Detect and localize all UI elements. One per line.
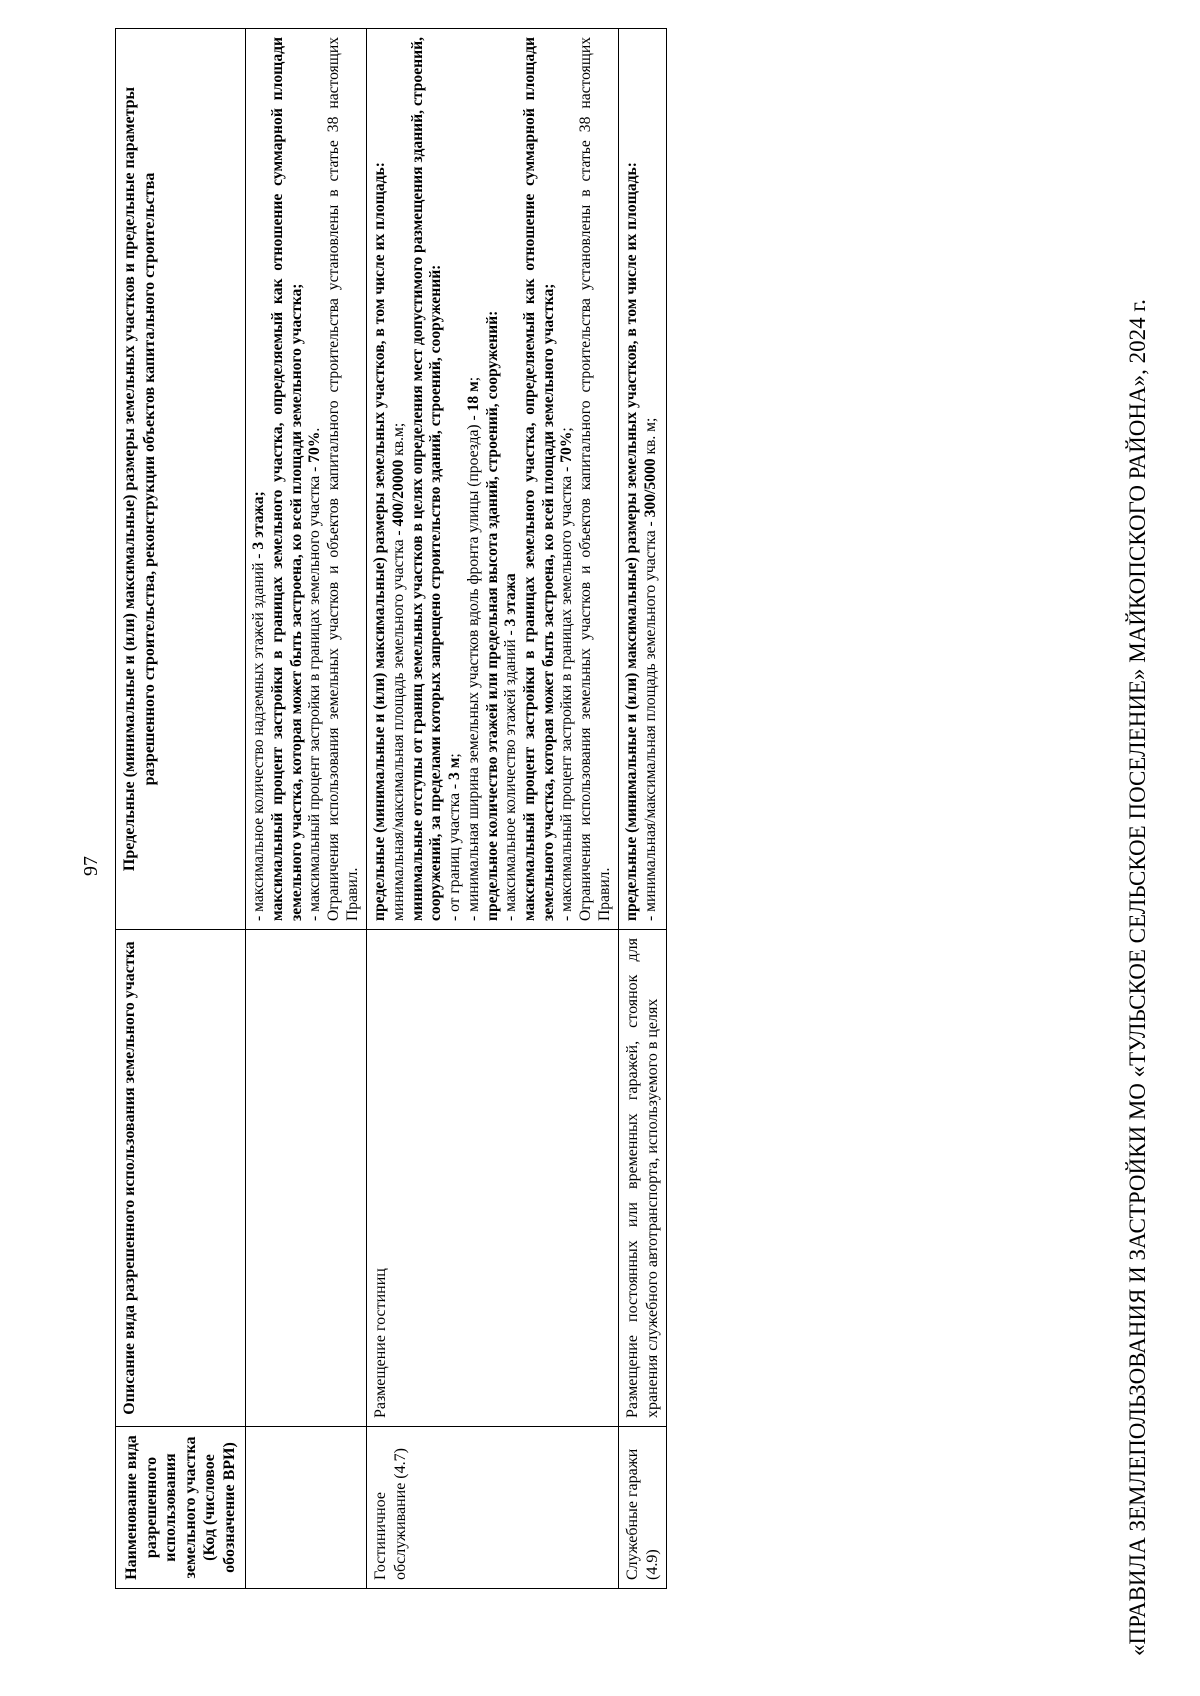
cell-vri-name: Гостиничное обслуживание (4.7) bbox=[367, 1427, 619, 1589]
parameter-text: кв. м; bbox=[642, 417, 660, 459]
parameter-line bbox=[623, 37, 642, 921]
parameter-text: - максимальный процент застройки в границах земельного участка - bbox=[558, 462, 576, 921]
header-description: Описание вида разрешенного использования земельного участка bbox=[116, 930, 246, 1427]
parameter-line bbox=[325, 37, 362, 921]
parameter-text: - минимальная ширина земельных участков вдоль фронта улицы (проезда) - bbox=[464, 411, 482, 921]
page-number: 97 bbox=[80, 856, 102, 876]
table-header-row bbox=[116, 29, 246, 1589]
table-row bbox=[619, 29, 666, 1589]
parameter-text: - максимальный процент застройки в границах земельного участка - bbox=[306, 462, 324, 921]
header-params: Предельные (минимальные и (или) максимальные) размеры земельных участков и предельные параметры разрешенного строительства, реконструкции объектов капитального строительства bbox=[116, 29, 246, 930]
header-name: Наименование вида разрешенного использования земельного участка (Код (числовое обозначение ВРИ) bbox=[116, 1427, 246, 1589]
parameter-text: кв.м; bbox=[390, 422, 408, 460]
parameter-line bbox=[390, 37, 409, 921]
parameter-text: - максимальное количество надземных этажей зданий - bbox=[250, 549, 268, 921]
parameter-line bbox=[371, 37, 390, 921]
parameter-bold-text: максимальный процент застройки в границах земельного участка, определяемый как отношение суммарной площади земельного участка, которая может быть застроена, ко всей площади земельного участка; bbox=[520, 37, 557, 921]
parameter-bold-text: 70% bbox=[306, 431, 324, 463]
parameter-line bbox=[446, 37, 465, 921]
parameter-line bbox=[577, 37, 614, 921]
parameter-text: ; bbox=[446, 753, 464, 758]
parameter-bold-text: 18 м bbox=[464, 381, 482, 412]
parameter-line bbox=[642, 37, 661, 921]
parameter-line bbox=[465, 37, 484, 921]
parameter-line bbox=[558, 37, 577, 921]
parameter-text: минимальная/максимальная площадь земельного участка - bbox=[390, 526, 408, 921]
parameter-text: - максимальное количество этажей зданий - bbox=[502, 626, 520, 921]
parameter-text: ; bbox=[558, 427, 576, 432]
parameter-bold-text: предельные (минимальные и (или) максимальные) размеры земельных участков, в том числе их площадь: bbox=[623, 162, 641, 921]
parameter-bold-text: предельные (минимальные и (или) максимальные) размеры земельных участков, в том числе их площадь: bbox=[371, 162, 389, 921]
parameter-line bbox=[269, 37, 306, 921]
parameter-text: - от границ участка - bbox=[446, 780, 464, 921]
document-footer: «ПРАВИЛА ЗЕМЛЕПОЛЬЗОВАНИЯ И ЗАСТРОЙКИ МО «ТУЛЬСКОЕ СЕЛЬСКОЕ ПОСЕЛЕНИЕ» МАЙКОПСКОГО РАЙОНА», 2024 г. bbox=[1125, 299, 1150, 1656]
parameter-line bbox=[484, 37, 503, 921]
table-row bbox=[367, 29, 619, 1589]
parameter-text: Ограничения использования земельных участков и объектов капитального строительства установлены в статье 38 настоящих Правил. bbox=[324, 37, 361, 921]
parameter-line bbox=[521, 37, 558, 921]
cell-parameters bbox=[246, 29, 367, 930]
table-row bbox=[246, 29, 367, 1589]
parameter-bold-text: предельное количество этажей или предельная высота зданий, строений, сооружений: bbox=[483, 310, 501, 921]
parameter-bold-text: максимальный процент застройки в границах земельного участка, определяемый как отношение суммарной площади земельного участка, которая может быть застроена, ко всей площади земельного участка; bbox=[268, 37, 305, 921]
parameter-bold-text: 3 этажа; bbox=[250, 491, 268, 550]
parameter-line bbox=[409, 37, 446, 921]
parameter-text: . bbox=[306, 427, 324, 432]
cell-vri-name: Служебные гаражи (4.9) bbox=[619, 1427, 666, 1589]
parameter-bold-text: минимальные отступы от границ земельных участков в целях определения мест допустимого размещения зданий, строений, сооружений, за пределами которых запрещено строительство зданий, строений, сооружений: bbox=[408, 37, 445, 921]
land-use-table bbox=[115, 28, 667, 1589]
cell-description: Размещение гостиниц bbox=[367, 930, 619, 1427]
parameter-bold-text: 3 этажа bbox=[502, 573, 520, 627]
cell-description: Размещение постоянных или временных гаражей, стоянок для хранения служебного автотранспорта, используемого в целях bbox=[619, 930, 666, 1427]
cell-description bbox=[246, 930, 367, 1427]
cell-parameters bbox=[367, 29, 619, 930]
parameter-bold-text: 70% bbox=[558, 431, 576, 463]
parameter-text: - минимальная/максимальная площадь земельного участка - bbox=[642, 517, 660, 921]
parameter-text: ; bbox=[464, 376, 482, 382]
parameter-bold-text: 300/5000 bbox=[642, 458, 660, 518]
cell-vri-name bbox=[246, 1427, 367, 1589]
cell-parameters bbox=[619, 29, 666, 930]
parameter-line bbox=[306, 37, 325, 921]
parameter-line bbox=[502, 37, 521, 921]
parameter-bold-text: 3 м bbox=[446, 757, 464, 780]
parameter-line bbox=[250, 37, 269, 921]
parameter-bold-text: 400/20000 bbox=[390, 459, 408, 527]
parameter-text: Ограничения использования земельных участков и объектов капитального строительства установлены в статье 38 настоящих Правил. bbox=[577, 37, 613, 921]
